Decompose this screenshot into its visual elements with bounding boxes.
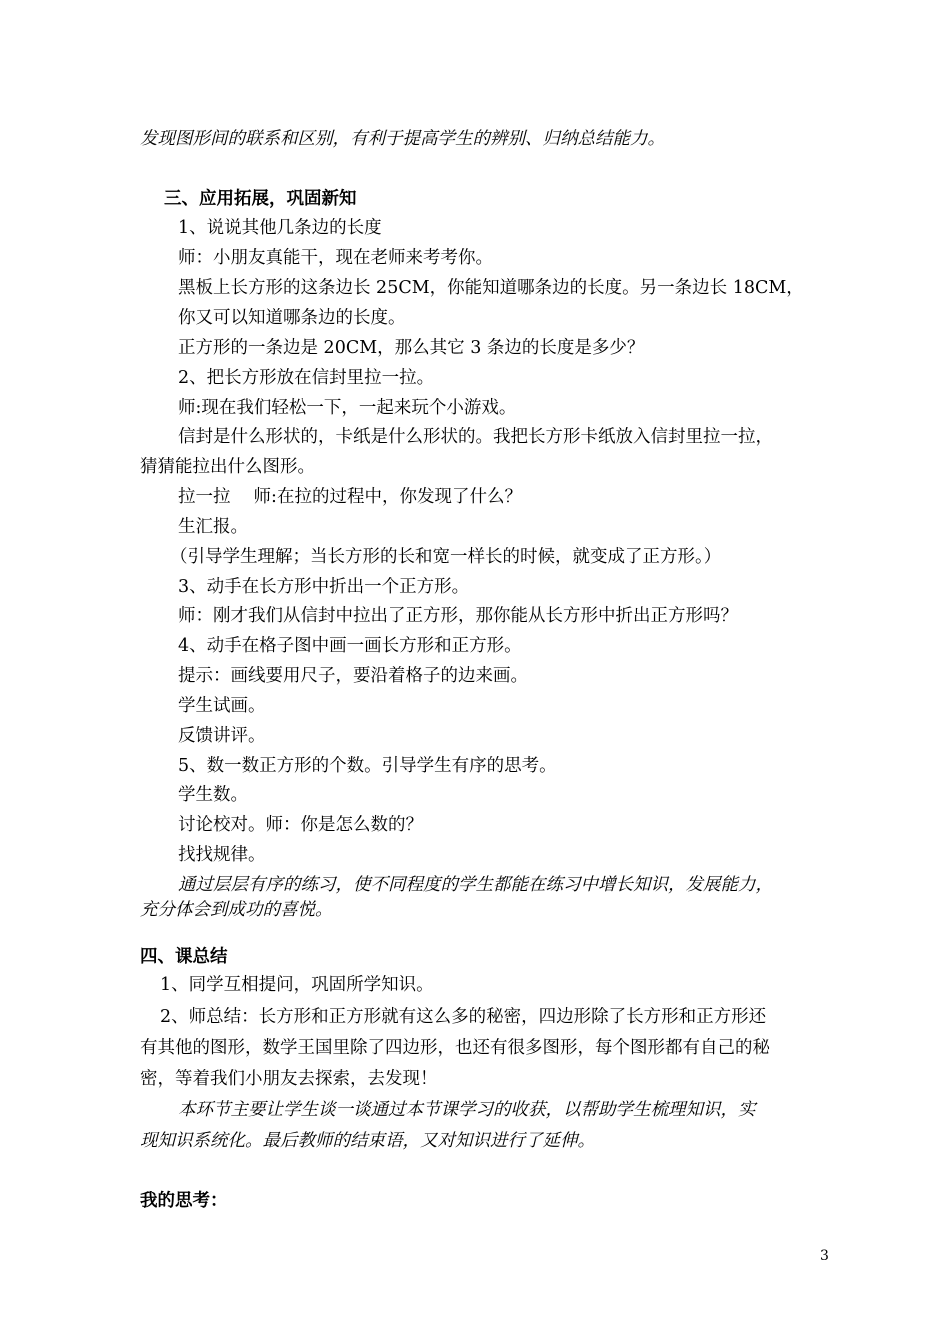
section-heading-4: 四、课总结 [140, 947, 228, 967]
paragraph-line: 讨论校对。师：你是怎么数的？ [178, 815, 423, 835]
paragraph-line: 找找规律。 [178, 845, 266, 865]
paragraph-line: 反馈讲评。 [178, 726, 266, 746]
paragraph-line: 黑板上长方形的这条边长 25CM，你能知道哪条边的长度。另一条边长 18CM， [178, 278, 804, 298]
paragraph-line: 2、师总结：长方形和正方形就有这么多的秘密，四边形除了长方形和正方形还 [160, 1007, 767, 1027]
paragraph-line: 密，等着我们小朋友去探索，去发现！ [140, 1069, 438, 1089]
section-heading-3: 三、应用拓展，巩固新知 [164, 189, 357, 209]
paragraph-line: 学生试画。 [178, 696, 266, 716]
paragraph-line: 学生数。 [178, 785, 248, 805]
item-2-heading: 2、把长方形放在信封里拉一拉。 [178, 368, 435, 388]
page-number: 3 [820, 1248, 829, 1264]
my-reflection-heading: 我的思考： [140, 1191, 228, 1211]
italic-summary-line: 通过层层有序的练习，使不同程度的学生都能在练习中增长知识，发展能力， [178, 875, 773, 895]
italic-summary-line: 发现图形间的联系和区别，有利于提高学生的辨别、归纳总结能力。 [140, 129, 665, 149]
paragraph-line: 拉一拉 师:在拉的过程中，你发现了什么？ [178, 487, 522, 507]
paragraph-line: 信封是什么形状的，卡纸是什么形状的。我把长方形卡纸放入信封里拉一拉， [178, 427, 773, 447]
paragraph-line: 猜猜能拉出什么图形。 [140, 457, 315, 477]
italic-summary-line: 充分体会到成功的喜悦。 [140, 900, 333, 920]
paragraph-line: 师：小朋友真能干，现在老师来考考你。 [178, 248, 493, 268]
paragraph-line: 正方形的一条边是 20CM，那么其它 3 条边的长度是多少？ [178, 338, 645, 358]
paragraph-line: 1、同学互相提问，巩固所学知识。 [160, 975, 434, 995]
paragraph-line: （引导学生理解；当长方形的长和宽一样长的时候，就变成了正方形。） [170, 547, 722, 567]
paragraph-line: 你又可以知道哪条边的长度。 [178, 308, 406, 328]
item-3-heading: 3、动手在长方形中折出一个正方形。 [178, 577, 470, 597]
item-5-heading: 5、数一数正方形的个数。引导学生有序的思考。 [178, 756, 557, 776]
item-1-heading: 1、说说其他几条边的长度 [178, 218, 382, 238]
item-4-heading: 4、动手在格子图中画一画长方形和正方形。 [178, 636, 522, 656]
paragraph-line: 有其他的图形，数学王国里除了四边形，也还有很多图形，每个图形都有自己的秘 [140, 1038, 770, 1058]
italic-summary-line: 本环节主要让学生谈一谈通过本节课学习的收获，以帮助学生梳理知识，实 [178, 1100, 756, 1120]
paragraph-line: 师：刚才我们从信封中拉出了正方形，那你能从长方形中折出正方形吗？ [178, 606, 738, 626]
paragraph-line: 师:现在我们轻松一下，一起来玩个小游戏。 [178, 398, 517, 418]
paragraph-line: 提示：画线要用尺子，要沿着格子的边来画。 [178, 666, 528, 686]
italic-summary-line: 现知识系统化。最后教师的结束语，又对知识进行了延伸。 [140, 1131, 595, 1151]
paragraph-line: 生汇报。 [178, 517, 248, 537]
